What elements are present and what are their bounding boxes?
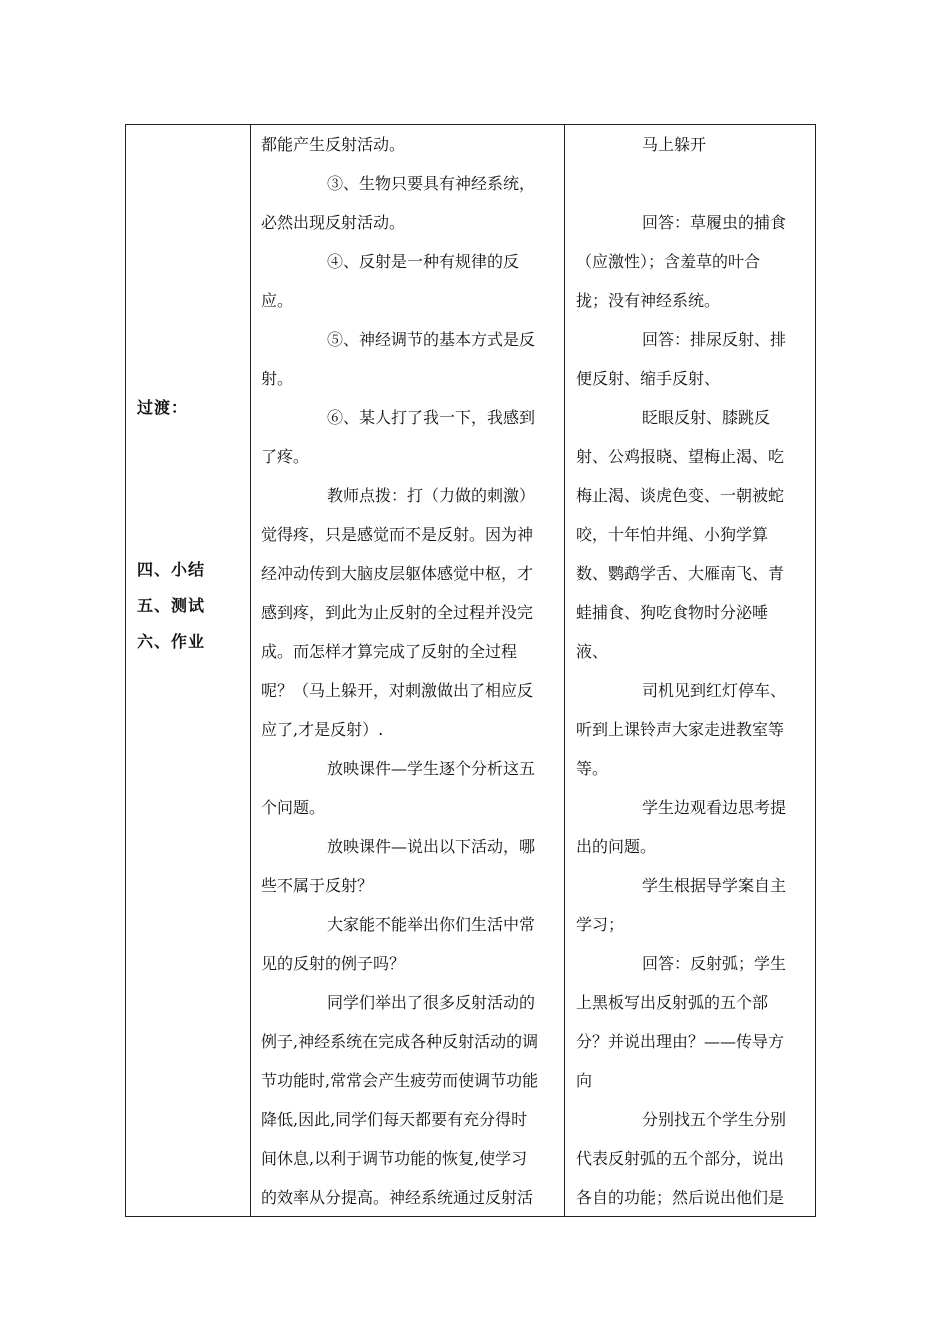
teacher-activity-column: [251, 125, 564, 1216]
teacher-activity-line: 放映课件—说出以下活动，哪: [327, 837, 536, 856]
student-activity-line: 分？并说出理由？——传导方: [576, 1032, 785, 1051]
student-activity-line: 各自的功能；然后说出他们是: [576, 1188, 785, 1207]
teacher-activity-line: ⑤、神经调节的基本方式是反: [327, 330, 536, 349]
student-activity-line: 回答：排尿反射、排: [642, 330, 787, 349]
student-activity-line: 学生根据导学案自主: [642, 876, 787, 895]
teacher-activity-line: 些不属于反射？: [261, 876, 374, 895]
student-activity-line: 数、鹦鹉学舌、大雁南飞、青: [576, 564, 785, 583]
teacher-activity-line: 了疼。: [261, 447, 310, 466]
teacher-activity-line: 节功能时,常常会产生疲劳而使调节功能: [261, 1071, 539, 1090]
teacher-activity-line: 都能产生反射活动。: [261, 135, 406, 154]
student-activity-line: 分别找五个学生分别: [642, 1110, 787, 1129]
stage-transition-label: 过渡：: [137, 398, 189, 417]
stage-homework-label: 六、作业: [137, 632, 206, 651]
teacher-activity-line: 见的反射的例子吗？: [261, 954, 406, 973]
teacher-activity-line: 间休息,以利于调节功能的恢复,使学习: [261, 1149, 528, 1168]
teacher-activity-line: 同学们举出了很多反射活动的: [327, 993, 536, 1012]
teacher-activity-line: ③、生物只要具有神经系统，: [327, 174, 536, 193]
teacher-activity-line: 射。: [261, 369, 294, 388]
teacher-activity-line: 应。: [261, 291, 294, 310]
teacher-activity-line: 必然出现反射活动。: [261, 213, 406, 232]
student-activity-line: 出的问题。: [576, 837, 657, 856]
student-activity-line: 司机见到红灯停车、: [642, 681, 787, 700]
teacher-activity-line: 的效率从分提高。神经系统通过反射活: [261, 1188, 534, 1207]
student-activity-line: 听到上课铃声大家走进教室等: [576, 720, 785, 739]
teacher-activity-line: 呢？（马上躲开，对刺激做出了相应反: [261, 681, 534, 700]
student-activity-line: 便反射、缩手反射、: [576, 369, 721, 388]
student-activity-line: 马上躲开: [642, 135, 707, 154]
teacher-activity-line: 经冲动传到大脑皮层躯体感觉中枢，才: [261, 564, 534, 583]
teacher-activity-line: 教师点拨：打（力做的刺激）: [327, 486, 536, 505]
student-activity-line: 射、公鸡报晓、望梅止渴、吃: [576, 447, 785, 466]
student-activity-line: 梅止渴、谈虎色变、一朝被蛇: [576, 486, 785, 505]
column-divider: [564, 125, 565, 1216]
teacher-activity-line: 例子,神经系统在完成各种反射活动的调: [261, 1032, 539, 1051]
student-activity-line: （应激性）；含羞草的叶合: [576, 252, 761, 271]
teacher-activity-line: ④、反射是一种有规律的反: [327, 252, 520, 271]
teacher-activity-line: 觉得疼，只是感觉而不是反射。因为神: [261, 525, 534, 544]
lesson-table: [125, 124, 816, 1217]
teacher-activity-line: ⑥、某人打了我一下，我感到: [327, 408, 536, 427]
student-activity-line: 液、: [576, 642, 609, 661]
teacher-activity-line: 感到疼，到此为止反射的全过程并没完: [261, 603, 534, 622]
student-activity-line: 学习；: [576, 915, 625, 934]
teacher-activity-line: 降低,因此,同学们每天都要有充分得时: [261, 1110, 528, 1129]
student-activity-line: 学生边观看边思考提: [642, 798, 787, 817]
student-activity-line: 等。: [576, 759, 609, 778]
teacher-activity-line: 个问题。: [261, 798, 326, 817]
student-activity-line: 眨眼反射、膝跳反: [642, 408, 771, 427]
student-activity-line: 代表反射弧的五个部分，说出: [576, 1149, 785, 1168]
student-activity-line: 回答：反射弧；学生: [642, 954, 787, 973]
student-activity-column: [566, 125, 815, 1216]
teacher-activity-line: 成。而怎样才算完成了反射的全过程: [261, 642, 518, 661]
teacher-activity-line: 应了,才是反射）.: [261, 720, 384, 739]
teacher-activity-line: 大家能不能举出你们生活中常: [327, 915, 536, 934]
stage-summary-label: 四、小结: [137, 560, 206, 579]
student-activity-line: [566, 164, 815, 203]
student-activity-line: 上黑板写出反射弧的五个部: [576, 993, 769, 1012]
stage-column: [126, 125, 250, 1216]
teacher-activity-line: 放映课件—学生逐个分析这五: [327, 759, 536, 778]
student-activity-line: 蛙捕食、狗吃食物时分泌唾: [576, 603, 769, 622]
student-activity-line: 拢；没有神经系统。: [576, 291, 721, 310]
stage-test-label: 五、测试: [137, 596, 206, 615]
student-activity-line: 回答：草履虫的捕食: [642, 213, 787, 232]
student-activity-line: 咬，十年怕井绳、小狗学算: [576, 525, 769, 544]
student-activity-line: 向: [576, 1071, 593, 1090]
